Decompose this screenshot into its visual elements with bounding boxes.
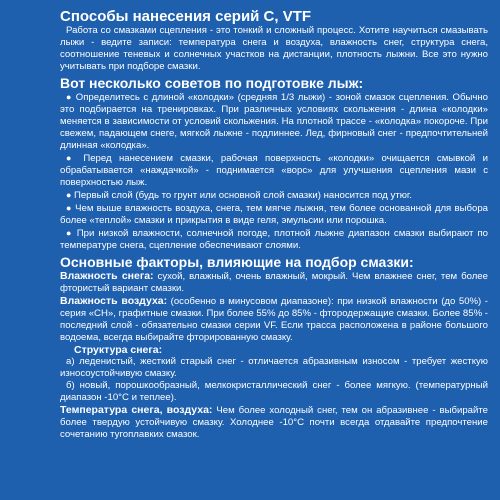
structure-item: а) леденистый, жесткий старый снег - отличается абразивным износом - требует жесткую износоустойчивую смазку.	[60, 356, 488, 379]
tip-item: ● Первый слой (будь то грунт или основной слой смазки) наносится под утюг.	[60, 189, 488, 202]
tip-item: ● Чем выше влажность воздуха, снега, тем мягче лыжня, тем более основанной для выбора более «теплой» смазки и прикрытия в виде геля, эмульсии или порошка.	[60, 202, 488, 227]
section-title-application: Способы нанесения серий С, VTF	[60, 8, 312, 25]
factor-term: Температура снега, воздуха:	[60, 404, 213, 416]
section-title-factors: Основные факторы, влияющие на подбор смазки:	[60, 254, 414, 270]
factor-text: (особенно в минусовом диапазоне): при низкой влажности (до 50%) - серия «СН», графитные смазки. При более 55% до 85% - фтородержащие смазки. Более 85% - последний слой - обязательно смазки серии VF. Если трасса расположена в районе большого водоема, всегда выбирайте фторированную смазку.	[60, 296, 488, 343]
factor-item	[60, 270, 488, 295]
factor-term: Влажность снега:	[60, 270, 154, 282]
factor-term: Влажность воздуха:	[60, 295, 168, 307]
structure-item: б) новый, порошкообразный, мелкокристаллический снег - более мягкую. (температурный диапазон -10°С и теплее).	[60, 380, 488, 403]
tip-item: ● Перед нанесением смазки, рабочая поверхность «колодки» очищается смывкой и обрабатывается «наждачкой» - поднимается «ворс» для улучшения сцепления мази с поверхностью лыж.	[60, 152, 488, 189]
factor-item	[60, 295, 488, 344]
factor-text: Чем более холодный снег, тем он абразивнее - выбирайте более твердую устойчивую смазку. Холоднее -10°С почти всегда отдавайте предпочтение сочетанию тугоплавких смазок.	[60, 405, 488, 440]
tip-item: ● Определитесь с длиной «колодки» (средняя 1/3 лыжи) - зоной смазок сцепления. Обычно это подбирается на тренировках. При различных условиях скольжения - длина «колодки» меняется в зависимости от условий скольжения. На плотной трассе - «колодка» покороче. При свежем, падающем снеге, мягкой лыжне - подлиннее. Лед, фирновый снег - предпочтительней длинная «колодка».	[60, 91, 488, 152]
section-title-tips: Вот несколько советов по подготовке лыж:	[60, 75, 364, 91]
factor-text: сухой, влажный, очень влажный, мокрый. Чем влажнее снег, тем более фтористый вариант смазки.	[60, 271, 488, 294]
factor-item	[60, 404, 488, 441]
structure-heading: Структура снега:	[74, 344, 163, 356]
tip-item: ● При низкой влажности, солнечной погоде, плотной лыжне диапазон смазки выбирают по температуре снега, сцепление обеспечивают слоями.	[60, 227, 488, 252]
intro-paragraph: Работа со смазками сцепления - это тонкий и сложный процесс. Хотите научиться смазывать лыжи - ведите записи: температура снега и воздуха, влажность снег, структура снега, соотношение теневых и солнечных участков на дистанции, плотность лыжни. Все это нужно учитывать при подборе смазки.	[60, 25, 488, 72]
